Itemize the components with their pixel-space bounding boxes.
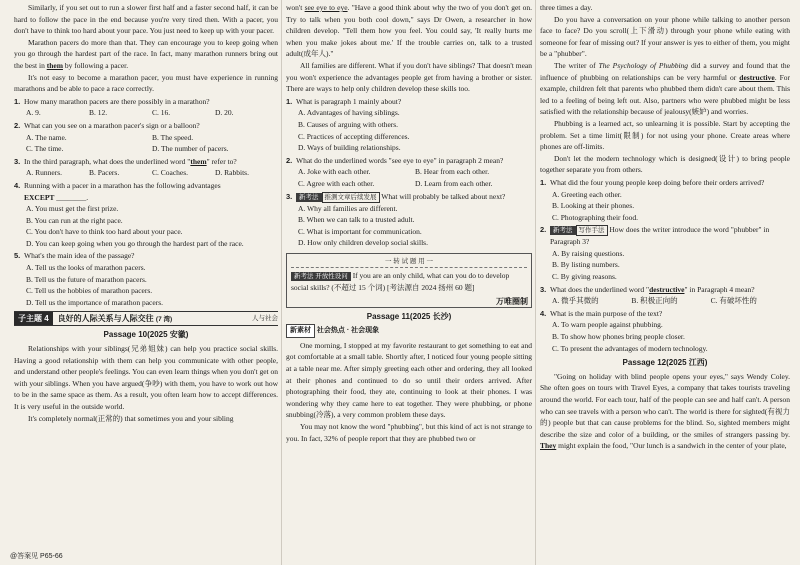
options: A. Runners. B. Pacers. C. Coaches. D. Rabbits. [26, 168, 249, 178]
option: D. You can keep going when you go through the hardest part of the race. [26, 238, 244, 248]
option: B. Tell us the future of marathon pacers. [26, 274, 147, 284]
option: A. Greeting each other. [552, 189, 622, 199]
column-1 [14, 2, 278, 424]
question-2: 2. What do the underlined words "see eye to eye" in paragraph 2 mean? [286, 155, 504, 165]
question-1: 1. What is paragraph 1 mainly about? [286, 96, 402, 106]
option: C. You don't have to think too hard about your pace. [26, 227, 183, 237]
option: A. Why all families are different. [298, 203, 398, 213]
option: C. To present the advantages of modern technology. [552, 343, 708, 353]
extension-box: 一 转 试 题 用 一 新考法 开放性设问 If you are an only child, what can you do to develop social skills? (不超过 15 个词) [考法源自 2024 扬州 60 题] 万唯圈制 [286, 253, 532, 308]
option: A. Tell us the looks of marathon pacers. [26, 263, 146, 273]
question-4: 4. Running with a pacer in a marathon has the following advantages EXCEPT ________. [14, 180, 221, 202]
option: B. You can run at the right pace. [26, 215, 123, 225]
new-method-tag: 新考法 [550, 226, 576, 235]
question-3: 3. In the third paragraph, what does the underlined word "them" refer to? [14, 156, 237, 166]
paragraph: "Going on holiday with blind people opens your eyes," says Wendy Coley. She often goes on tours with Travel Eyes, a company that takes tourists traveling around the world. For each tour, half of the people can see and half can't. A person who can see travels with a person who can't. The world is there for sighted(有视力的) people but that can cause problems for the blind. So, sighted members might describe the size and color of a building, or the smiles of strangers passing by. They might explain the food, "Our lunch is a sandwich in the center of your plate, [540, 371, 790, 451]
option: D. Tell us the importance of marathon pacers. [26, 297, 163, 307]
paragraph: You may not know the word "phubbing", but this kind of act is not strange to you. In fact, 32% of people report that they are phubbed two or [286, 422, 532, 443]
open-question-tag: 新考法 开放性设问 [291, 272, 351, 281]
question-4: 4. What is the main purpose of the text? [540, 308, 663, 318]
topic-label: 子主题 4 [14, 312, 53, 325]
topic-tag: 人与社会 [252, 315, 278, 323]
answer-reference: @答案见 P65-66 [10, 553, 63, 560]
option: C. By giving reasons. [552, 272, 617, 282]
paragraph: It's completely normal(正常的) that sometimes you and your sibling [28, 413, 234, 423]
passage-title: Passage 12(2025 江西) [622, 358, 708, 368]
option: A. By raising questions. [552, 248, 625, 258]
option: A. To warn people against phubbing. [552, 320, 663, 330]
paragraph: All families are different. What if you don't have siblings? That doesn't mean you won't experience the advantages people get from having a brother or sister. There are ways to help only children develop these skills too. [286, 60, 532, 94]
option: D. How only children develop social skills. [298, 238, 428, 248]
option: B. To show how phones bring people closer. [552, 332, 685, 342]
option: B. Looking at their phones. [552, 201, 635, 211]
column-3 [540, 2, 790, 452]
option: B. By listing numbers. [552, 260, 620, 270]
option: C. Tell us the hobbies of marathon pacers. [26, 286, 153, 296]
question-1: 1. What did the four young people keep doing before their orders arrived? [540, 177, 765, 187]
option: C. Photographing their food. [552, 212, 639, 222]
option: A. Advantages of having siblings. [298, 108, 400, 118]
passage-title: Passage 11(2025 长沙) [366, 311, 452, 321]
options: A. Joke with each other. B. Hear from each other. [298, 167, 490, 177]
paragraph: three times a day. [540, 3, 593, 12]
question-2: 2. 新考法 写作手法 How does the writer introduce the word "phubber" in Paragraph 3? [540, 225, 770, 247]
column-2 [286, 2, 532, 444]
paragraph: Marathon pacers do more than that. They can encourage you to keep going when you go through the hardest part of the race. In fact, many marathon runners bring out the best in them by following a pacer. [14, 37, 278, 70]
underlined-word: them [46, 60, 63, 70]
paragraph: The writer of The Psychology of Phubbing did a survey and found that the influence of phubbing on relationships can be very harmful or destructive. For example, children felt that parents who phubbed them didn't care about them. This led to a feeling of being left out. Also, partners who were phubbed might be less satisfied with the relationship because of jealousy(嫉妒) and worries. [540, 60, 790, 117]
question-1: 1. How many marathon pacers are there possibly in a marathon? [14, 96, 210, 106]
paragraph: Similarly, if you set out to run a slower first half and a faster second half, it can be hard to follow the pace in the end because you're very tired then. With a pacer, you don't have to think too hard about your pace. You just need to keep up with your pacer. [14, 3, 278, 36]
question-3: 3. 新考法 推测文章后续发展 What will probably be talked about next? [286, 191, 506, 201]
passage-title: Passage 10(2025 安徽) [103, 330, 189, 340]
new-method-tag: 新考法 [296, 193, 322, 202]
option: B. When we can talk to a trusted adult. [298, 215, 415, 225]
option: D. Ways of building relationships. [298, 143, 401, 153]
question-3: 3. What does the underlined word "destructive" in Paragraph 4 mean? [540, 284, 755, 294]
column-divider [281, 0, 282, 565]
question-5: 5. What's the main idea of the passage? [14, 251, 135, 261]
paragraph: won't see eye to eye. "Have a good think about why the two of you don't get on. Try to talk when you both cool down," says Dr Owen, a researcher in how children develop. "Tell them how you feel. You could say, 'It really hurts me when you make jokes about me.' If the trouble carries on, talk to a trusted adult(成年人)." [286, 3, 532, 59]
material-tag-row: 新素材 社会热点 · 社会现象 [286, 324, 532, 338]
question-2: 2. What can you see on a marathon pacer's sign or a balloon? [14, 120, 200, 130]
paragraph: Do you have a conversation on your phone while talking to another person face to face? Do you scroll(上下滑动) through your phone while eating with someone for fear of missing out? If your answer is yes to either of them, you might be a "phubber". [540, 14, 790, 59]
paragraph: Relationships with your siblings(兄弟姐妹) can help you practice social skills. Having a good relationship with them can help you communicate with other people, and understand other people's feelings. You can even learn things when you don't get on with your siblings. When you have argued(争吵) with them, you have to work out how to be in the same space as them. As a result, you often learn how to accept differences. It is very useful in the outside world. [14, 344, 278, 411]
paragraph: One morning, I stopped at my favorite restaurant to get something to eat and got comfortable at a small table. Shortly after, I noticed four young people sitting at a table near me. After simply greeting each other and ordering, they all looked at their phones and continued to do so until their orders arrived. After photographing their food, they ate, continuing to look at their phones. I was wondering why they came here to eat together. They were phubbing, or phone snubbing(冷落), a very common problem these days. [286, 340, 532, 420]
option: B. Causes of arguing with others. [298, 119, 399, 129]
option: A. You must get the first prize. [26, 204, 119, 214]
options: A. The name. B. The speed. [26, 132, 194, 142]
paragraph: Phubbing is a learned act, so unlearning it is possible. Start by accepting the problem. Set a time limit(限制) for not using your phone. Create areas where phones are off-limits. [540, 118, 790, 152]
options: C. The time. D. The number of pacers. [26, 144, 229, 154]
column-divider [535, 0, 536, 565]
option: C. What is important for communication. [298, 226, 422, 236]
publisher-logo: 万唯圈制 [496, 297, 528, 307]
option: C. Practices of accepting differences. [298, 131, 410, 141]
topic-header: 子主题 4 良好的人际关系与人际交往 (7 湾) 人与社会 [14, 311, 278, 326]
options: C. Agree with each other. D. Learn from each other. [298, 178, 493, 188]
paragraph: It's not easy to become a marathon pacer, you must have experience in running marathons and be able to pace a race correctly. [14, 72, 278, 94]
options: A. 9. B. 12. C. 16. D. 20. [26, 108, 234, 118]
options: A. 微乎其微的 B. 积极正向的 C. 有破坏性的 [552, 296, 757, 306]
paragraph: Don't let the modern technology which is designed(设计) to bring people together separate you from others. [540, 153, 790, 175]
